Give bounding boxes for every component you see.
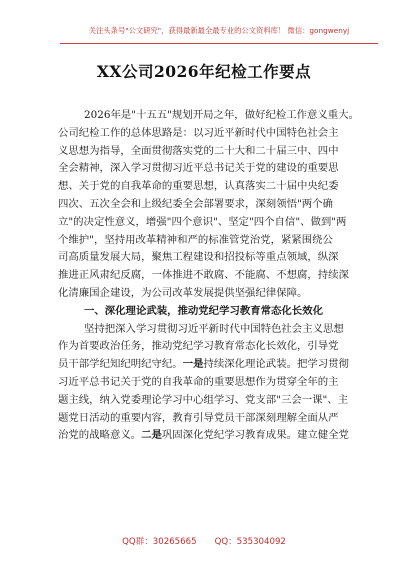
paragraph-line: 2026年是"十五五"规划开局之年，做好纪检工作意义重大。 [84,109,359,121]
header-divider [60,43,378,44]
section-heading: 一、深化理论武装，推动党纪学习教育常态化长效化 [84,304,323,317]
paragraph-line: 习近平总书记关于党的自我革命的重要思想作为贯穿全年的主 [58,375,339,388]
page-footer [0,537,408,548]
page-header-notice: 关注头条号"公文研究"，获得最新最全最专业的公文资料库！ 微信：gongwenyj [88,26,350,35]
paragraph-line: 题党日活动的重要内容，教育引导党员干部深刻理解全面从严 [58,411,339,424]
paragraph-line: 全会精神，深入学习贯彻习近平总书记关于党的建设的重要思 [58,162,339,175]
paragraph-line: 化清廉国企建设，为公司改革发展提供坚强纪律保障。 [58,286,308,299]
paragraph-line: 义思想为指导，全面贯彻落实党的二十大和二十届三中、四中 [58,144,339,157]
document-title: XX公司2026年纪检工作要点 [96,62,312,81]
paragraph-line: 题主线，纳入党委理论学习中心组学习、党支部"三会一课"、主 [58,393,349,406]
document-body [58,107,368,445]
paragraph-text: 持续深化理论武装。把学习贯彻 [203,358,349,371]
paragraph-line: 公司纪检工作的总体思路是：以习近平新时代中国特色社会主 [58,126,339,139]
paragraph-line: 坚持把深入学习贯彻习近平新时代中国特色社会主义思想 [84,322,344,335]
qq-group-contact: QQ群：30265665 [122,537,197,547]
paragraph-text: 员干部学纪知纪明纪守纪。 [58,358,183,371]
paragraph-line: 作为首要政治任务，推动党纪学习教育常态化长效化，引导党 [58,340,339,353]
paragraph-line [58,427,368,445]
paragraph-text: 治党的战略意义。 [58,429,142,442]
paragraph-line: 个维护"，坚持用改革精神和严的标准管党治党，紧紧围绕公 [58,233,333,246]
qq-contact: QQ：535304092 [214,537,286,547]
paragraph-line: 司高质量发展大局，聚焦工程建设和招投标等重点领域，纵深 [58,251,339,264]
paragraph-text: 巩固深化党纪学习教育成果。建立健全党 [161,429,349,442]
paragraph-line: 立"的决定性意义，增强"四个意识"、坚定"四个自信"、做到"两 [58,215,347,228]
paragraph-line [58,356,368,374]
paragraph-line: 四次、五次全会和上级纪委全会部署要求，深刻领悟"两个确 [58,197,333,210]
enumeration-marker: 一是 [182,358,204,371]
paragraph-line: 推进正风肃纪反腐，一体推进不敢腐、不能腐、不想腐，持续深 [58,269,349,282]
enumeration-marker: 二是 [141,429,162,442]
paragraph-line: 想、关于党的自我革命的重要思想，认真落实二十届中央纪委 [58,180,339,193]
